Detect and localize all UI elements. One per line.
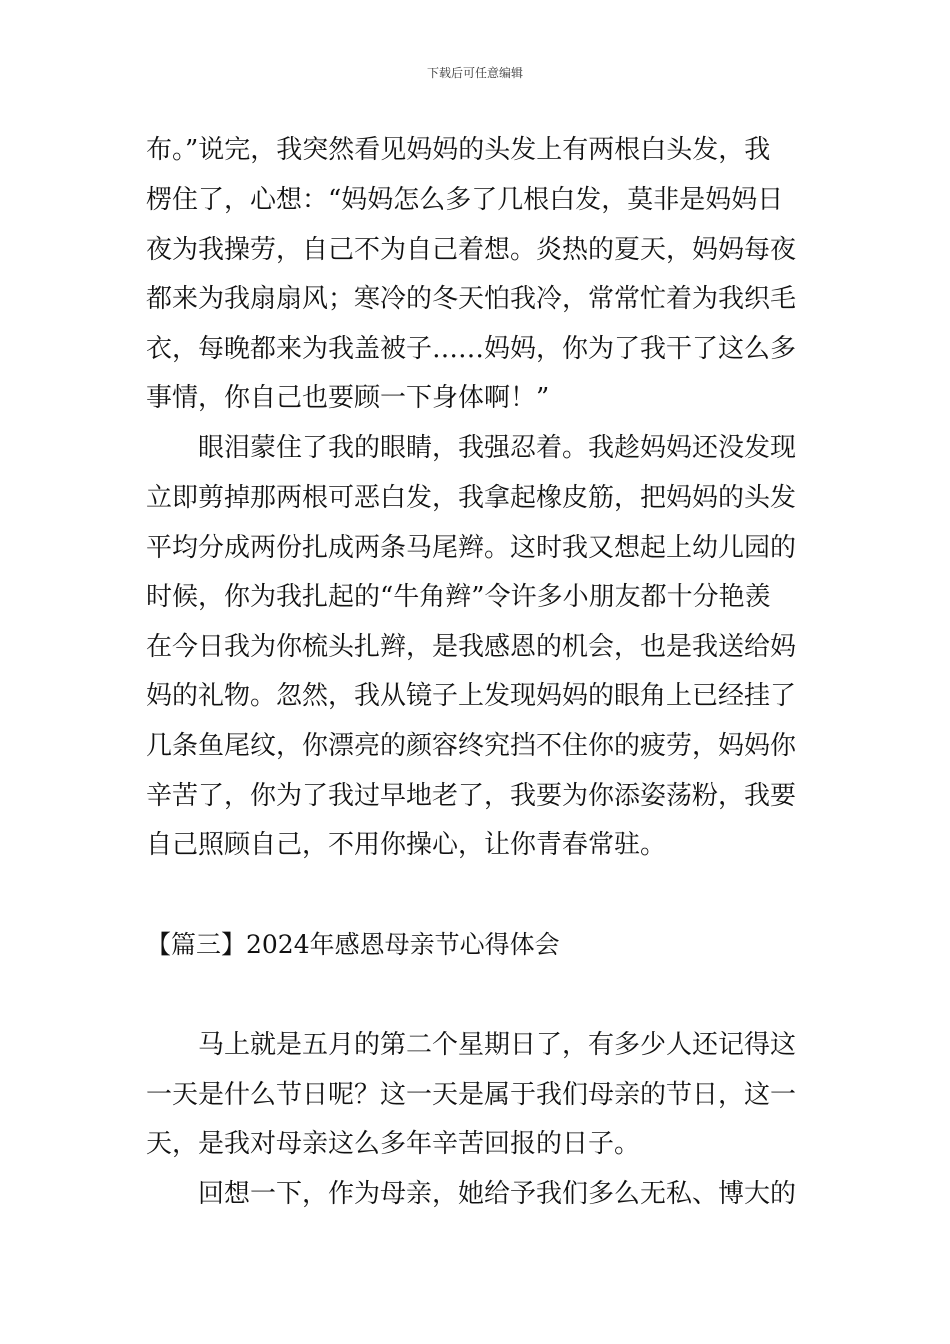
paragraph-line: 平均分成两份扎成两条马尾辫。这时我又想起上幼儿园的 — [146, 533, 797, 563]
paragraph-line: 事情，你自己也要顾一下身体啊！” — [146, 383, 550, 413]
paragraph-line: 眼泪蒙住了我的眼睛，我强忍着。我趁妈妈还没发现 — [198, 433, 797, 463]
paragraph-line: 在今日我为你梳头扎辫，是我感恩的机会，也是我送给妈 — [146, 632, 797, 662]
paragraph-line: 自己照顾自己，不用你操心，让你青春常驻。 — [146, 830, 667, 860]
paragraph-line: 夜为我操劳，自己不为自己着想。炎热的夏天，妈妈每夜 — [146, 235, 797, 265]
paragraph-line: 回想一下，作为母亲，她给予我们多么无私、博大的 — [198, 1179, 797, 1209]
paragraph-line: 布。”说完，我突然看见妈妈的头发上有两根白头发，我 — [146, 135, 771, 165]
paragraph-line: 楞住了，心想：“妈妈怎么多了几根白发，莫非是妈妈日 — [146, 185, 784, 215]
paragraph-line: 妈的礼物。忽然，我从镜子上发现妈妈的眼角上已经挂了 — [146, 681, 797, 711]
paragraph-line: 一天是什么节日呢？这一天是属于我们母亲的节日，这一 — [146, 1080, 797, 1110]
paragraph-line: 几条鱼尾纹，你漂亮的颜容终究挡不住你的疲劳，妈妈你 — [146, 731, 797, 761]
paragraph-line: 衣，每晚都来为我盖被子……妈妈，你为了我干了这么多 — [146, 334, 797, 364]
paragraph-line: 立即剪掉那两根可恶白发，我拿起橡皮筋，把妈妈的头发 — [146, 483, 797, 513]
paragraph-line: 马上就是五月的第二个星期日了，有多少人还记得这 — [198, 1030, 797, 1060]
section-title: 【篇三】2024年感恩母亲节心得体会 — [146, 930, 560, 959]
paragraph-line: 辛苦了，你为了我过早地老了，我要为你添姿荡粉，我要 — [146, 781, 797, 811]
paragraph-line: 都来为我扇扇风；寒冷的冬天怕我冷，常常忙着为我织毛 — [146, 284, 797, 314]
page-header: 下载后可任意编辑 — [426, 66, 523, 80]
paragraph-line: 天，是我对母亲这么多年辛苦回报的日子。 — [146, 1129, 641, 1159]
paragraph-line: 时候，你为我扎起的“牛角辫”令许多小朋友都十分艳羡 — [146, 582, 771, 612]
